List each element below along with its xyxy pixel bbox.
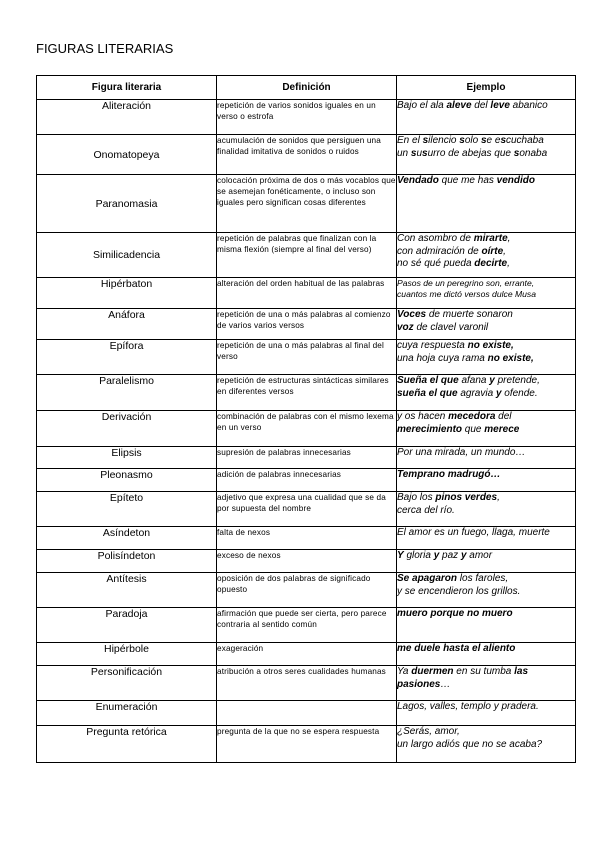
example-text: que [462, 423, 485, 435]
example-line [397, 726, 575, 739]
figure-name: Anáfora [37, 309, 217, 340]
example-line [397, 175, 575, 188]
example-text: abanico [509, 100, 548, 111]
figure-definition: pregunta de la que no se espera respuesta [217, 726, 397, 763]
figure-definition: falta de nexos [217, 527, 397, 550]
figure-definition: supresión de palabras innecesarias [217, 447, 397, 469]
example-line [397, 233, 575, 246]
table-row [37, 375, 576, 411]
figure-example [397, 309, 576, 340]
example-line [397, 258, 575, 271]
figure-example [397, 726, 576, 763]
figure-name: Hipérbaton [37, 278, 217, 309]
figure-example [397, 550, 576, 573]
example-text: cuchaba [506, 135, 544, 146]
example-line [397, 586, 575, 599]
table-row [37, 309, 576, 340]
example-line [397, 322, 575, 335]
figure-example [397, 492, 576, 527]
example-emphasis: Sueña el que [397, 375, 459, 386]
example-text: ilencio [428, 135, 460, 146]
example-emphasis: oírte [481, 245, 504, 257]
example-emphasis: s [422, 147, 428, 159]
header-definition: Definición [217, 76, 397, 100]
figure-definition: atribución a otros seres cualidades humanas [217, 666, 397, 701]
example-text: afana [458, 375, 490, 386]
example-text: de clavel varonil [413, 321, 489, 333]
example-text: los faroles, [457, 573, 509, 584]
example-emphasis: y [433, 550, 440, 561]
example-text: , [497, 492, 500, 503]
example-emphasis: mecedora [448, 411, 496, 422]
table-row [37, 701, 576, 726]
figure-example [397, 175, 576, 233]
page-title: FIGURAS LITERARIAS [36, 41, 174, 56]
example-line [397, 608, 575, 621]
example-emphasis: s [410, 147, 417, 159]
example-text: del [471, 100, 491, 111]
example-emphasis: vendido [496, 175, 536, 186]
example-text: u [416, 147, 423, 159]
example-emphasis: s [422, 135, 429, 146]
figure-name: Aliteración [37, 100, 217, 135]
example-text: , [507, 258, 510, 269]
example-line [397, 469, 575, 482]
table-row [37, 469, 576, 492]
example-line [397, 739, 575, 752]
figure-name: Epíteto [37, 492, 217, 527]
example-emphasis: no existe, [487, 352, 534, 364]
figure-definition: afirmación que puede ser cierta, pero parece contraria al sentido común [217, 608, 397, 643]
example-text: Pasos de un peregrino son, errante, [397, 278, 535, 288]
table-header-row [37, 76, 576, 100]
example-emphasis: y [495, 387, 502, 399]
figure-name: Paradoja [37, 608, 217, 643]
example-emphasis: Temprano madrugó… [397, 469, 501, 480]
example-line [397, 424, 575, 437]
example-text: Ya [397, 666, 412, 677]
example-text: , [503, 245, 506, 257]
table-row [37, 340, 576, 375]
example-emphasis: pasiones [397, 678, 441, 690]
example-line [397, 679, 575, 692]
example-emphasis: las [514, 666, 529, 677]
figure-definition: repetición de palabras que finalizan con la misma flexión (siempre al final del verso) [217, 233, 397, 278]
example-text: El amor es un fuego, llaga, muerte [397, 527, 550, 538]
example-text: que me has [438, 175, 497, 186]
figure-example [397, 447, 576, 469]
figure-example [397, 469, 576, 492]
example-emphasis: s [513, 147, 520, 159]
example-line [397, 550, 575, 563]
header-example: Ejemplo [397, 76, 576, 100]
example-text: onaba [519, 147, 548, 159]
example-text: En el [397, 135, 423, 146]
example-line [397, 353, 575, 366]
figure-definition: exageración [217, 643, 397, 666]
example-line [397, 492, 575, 505]
example-emphasis: sueña el que [397, 387, 458, 399]
example-line [397, 135, 575, 148]
example-text: amor [466, 550, 493, 561]
example-emphasis: s [500, 135, 506, 146]
table-row [37, 100, 576, 135]
example-line [397, 411, 575, 424]
table-row [37, 550, 576, 573]
example-text: Con asombro de [397, 233, 474, 244]
figure-example [397, 340, 576, 375]
example-text: y se encendieron los grillos. [397, 585, 521, 597]
table-row [37, 278, 576, 309]
example-emphasis: pinos verdes [435, 492, 498, 503]
example-line [397, 100, 575, 113]
example-text: un [397, 147, 411, 159]
example-text: del [495, 411, 512, 422]
example-text: Lagos, valles, templo y pradera. [397, 701, 539, 712]
example-line [397, 505, 575, 518]
figure-definition: alteración del orden habitual de las palabras [217, 278, 397, 309]
example-text: en su tumba [453, 666, 515, 677]
example-text: Por una mirada, un mundo… [397, 447, 526, 458]
figure-example [397, 233, 576, 278]
example-line [397, 340, 575, 353]
figure-definition [217, 701, 397, 726]
example-line [397, 573, 575, 586]
example-emphasis: duermen [411, 666, 454, 677]
table-row [37, 573, 576, 608]
figure-example [397, 278, 576, 309]
example-text: pretende, [494, 375, 540, 386]
example-line [397, 701, 575, 714]
example-emphasis: leve [490, 100, 510, 111]
example-emphasis: Se apagaron [397, 573, 458, 584]
figure-example [397, 135, 576, 175]
figure-example [397, 608, 576, 643]
example-line [397, 278, 575, 289]
example-emphasis: merece [484, 423, 520, 435]
example-line [397, 666, 575, 679]
figure-definition: colocación próxima de dos o más vocablos que se asemejan fonéticamente, o incluso son iguales pero significan cosas diferentes [217, 175, 397, 233]
example-text: y os hacen [397, 411, 449, 422]
figure-definition: repetición de una o más palabras al final del verso [217, 340, 397, 375]
figure-example [397, 643, 576, 666]
example-text: cuya respuesta [397, 340, 468, 351]
example-text: agravia [457, 387, 496, 399]
figure-name: Derivación [37, 411, 217, 447]
example-emphasis: Voces [397, 309, 427, 320]
figure-name: Similicadencia [37, 233, 217, 278]
figure-name: Enumeración [37, 701, 217, 726]
example-emphasis: Vendado [397, 175, 439, 186]
example-text: Bajo los [397, 492, 436, 503]
figures-table [36, 75, 576, 763]
example-line [397, 246, 575, 259]
example-emphasis: y [489, 375, 495, 386]
figure-name: Polisíndeton [37, 550, 217, 573]
header-figure: Figura literaria [37, 76, 217, 100]
example-text: no sé qué pueda [397, 258, 475, 269]
figure-example [397, 666, 576, 701]
example-line [397, 643, 575, 656]
figure-definition: oposición de dos palabras de significado opuesto [217, 573, 397, 608]
figure-definition: exceso de nexos [217, 550, 397, 573]
example-emphasis: no existe, [467, 340, 514, 351]
figure-definition: repetición de una o más palabras al comienzo de varios varios versos [217, 309, 397, 340]
example-text: ofende. [501, 387, 538, 399]
figure-example [397, 527, 576, 550]
example-line [397, 447, 575, 460]
example-text: con admiración de [397, 245, 482, 257]
example-emphasis: merecimiento [397, 423, 463, 435]
figure-name: Epífora [37, 340, 217, 375]
example-line [397, 375, 575, 388]
figure-definition: repetición de estructuras sintácticas similares en diferentes versos [217, 375, 397, 411]
example-text: gloria [403, 550, 434, 561]
figure-name: Antítesis [37, 573, 217, 608]
figure-name: Hipérbole [37, 643, 217, 666]
example-emphasis: s [480, 135, 487, 146]
example-text: … [440, 678, 451, 690]
table-row [37, 447, 576, 469]
example-emphasis: aleve [446, 100, 472, 111]
table-row [37, 608, 576, 643]
example-text: ¿Serás, amor, [397, 726, 460, 737]
example-text: cuantos me dictó versos dulce Musa [397, 289, 536, 299]
figure-example [397, 375, 576, 411]
figure-example [397, 411, 576, 447]
example-text: , [507, 233, 511, 244]
table-row [37, 527, 576, 550]
figure-definition: combinación de palabras con el mismo lexema en un verso [217, 411, 397, 447]
figure-name: Pleonasmo [37, 469, 217, 492]
figure-example [397, 573, 576, 608]
example-text: de muerte sonaron [426, 309, 513, 320]
example-line [397, 527, 575, 540]
figure-example [397, 100, 576, 135]
figure-definition: adición de palabras innecesarias [217, 469, 397, 492]
figure-name: Asíndeton [37, 527, 217, 550]
example-line [397, 148, 575, 161]
example-text: paz [439, 550, 461, 561]
figure-example [397, 701, 576, 726]
example-emphasis: y [460, 550, 467, 561]
example-emphasis: mirarte [473, 233, 508, 244]
example-emphasis: muero porque no muero [397, 608, 513, 619]
figure-definition: repetición de varios sonidos iguales en un verso o estrofa [217, 100, 397, 135]
example-emphasis: me duele hasta el aliento [397, 643, 516, 654]
figure-name: Personificación [37, 666, 217, 701]
example-text: e e [486, 135, 501, 146]
table-row [37, 175, 576, 233]
figure-name: Paranomasia [37, 175, 217, 233]
example-text: un largo adiós que no se acaba? [397, 738, 543, 750]
table-row [37, 135, 576, 175]
figure-name: Elipsis [37, 447, 217, 469]
example-emphasis: voz [397, 321, 414, 333]
figure-definition: acumulación de sonidos que persiguen una finalidad imitativa de sonidos o ruidos [217, 135, 397, 175]
example-text: una hoja cuya rama [397, 352, 488, 364]
example-line [397, 309, 575, 322]
example-line [397, 289, 575, 300]
table-row [37, 492, 576, 527]
example-text: cerca del río. [397, 504, 455, 516]
figure-name: Paralelismo [37, 375, 217, 411]
table-row [37, 643, 576, 666]
example-text: olo [464, 135, 481, 146]
table-row [37, 726, 576, 763]
example-emphasis: Y [397, 550, 404, 561]
example-emphasis: s [459, 135, 465, 146]
table-row [37, 666, 576, 701]
example-text: urro de abejas que [427, 147, 514, 159]
table-row [37, 233, 576, 278]
example-line [397, 388, 575, 401]
figure-name: Onomatopeya [37, 135, 217, 175]
example-text: Bajo el ala [397, 100, 447, 111]
example-emphasis: decirte [474, 258, 508, 269]
figure-name: Pregunta retórica [37, 726, 217, 763]
figure-definition: adjetivo que expresa una cualidad que se da por supuesta del nombre [217, 492, 397, 527]
table-row [37, 411, 576, 447]
